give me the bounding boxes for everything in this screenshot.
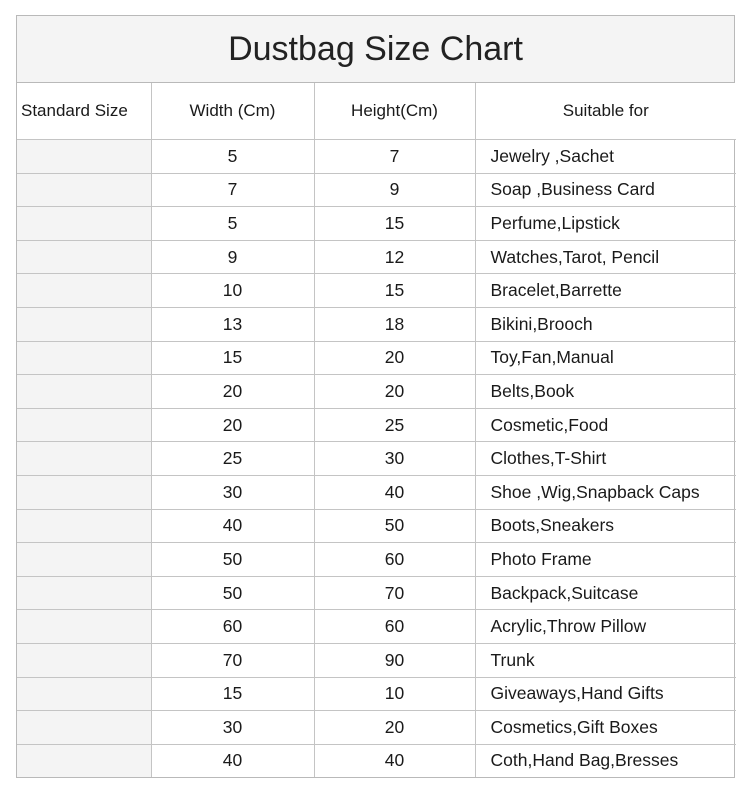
- width-cell: 60: [151, 610, 314, 644]
- height-cell: 60: [314, 610, 475, 644]
- size-cell: [17, 307, 151, 341]
- suitable-for-cell: Boots,Sneakers: [475, 509, 736, 543]
- height-cell: 18: [314, 307, 475, 341]
- width-cell: 9: [151, 240, 314, 274]
- table-row: [17, 643, 736, 677]
- suitable-for-cell: Trunk: [475, 643, 736, 677]
- suitable-for-cell: Cosmetic,Food: [475, 408, 736, 442]
- size-cell: [17, 677, 151, 711]
- table-row: [17, 543, 736, 577]
- height-cell: 10: [314, 677, 475, 711]
- suitable-for-cell: Perfume,Lipstick: [475, 207, 736, 241]
- width-cell: 5: [151, 207, 314, 241]
- size-cell: [17, 509, 151, 543]
- suitable-for-cell: Backpack,Suitcase: [475, 576, 736, 610]
- size-cell: [17, 341, 151, 375]
- width-cell: 15: [151, 341, 314, 375]
- height-cell: 50: [314, 509, 475, 543]
- size-cell: [17, 240, 151, 274]
- suitable-for-cell: Coth,Hand Bag,Bresses: [475, 744, 736, 777]
- table-row: [17, 475, 736, 509]
- size-cell: [17, 576, 151, 610]
- suitable-for-cell: Soap ,Business Card: [475, 173, 736, 207]
- suitable-for-cell: Watches,Tarot, Pencil: [475, 240, 736, 274]
- table-row: [17, 744, 736, 777]
- table-row: [17, 341, 736, 375]
- size-cell: [17, 207, 151, 241]
- suitable-for-cell: Bracelet,Barrette: [475, 274, 736, 308]
- suitable-for-cell: Clothes,T-Shirt: [475, 442, 736, 476]
- width-cell: 50: [151, 576, 314, 610]
- height-cell: 15: [314, 274, 475, 308]
- size-cell: [17, 375, 151, 409]
- width-cell: 15: [151, 677, 314, 711]
- width-cell: 20: [151, 408, 314, 442]
- height-cell: 20: [314, 711, 475, 745]
- table-row: [17, 140, 736, 174]
- height-cell: 70: [314, 576, 475, 610]
- height-cell: 9: [314, 173, 475, 207]
- width-cell: 40: [151, 744, 314, 777]
- size-cell: [17, 610, 151, 644]
- height-cell: 30: [314, 442, 475, 476]
- size-cell: [17, 543, 151, 577]
- size-cell: [17, 711, 151, 745]
- height-cell: 90: [314, 643, 475, 677]
- suitable-for-cell: Photo Frame: [475, 543, 736, 577]
- size-table: [17, 83, 736, 777]
- header-row: [17, 83, 736, 140]
- height-cell: 7: [314, 140, 475, 174]
- suitable-for-cell: Cosmetics,Gift Boxes: [475, 711, 736, 745]
- width-cell: 40: [151, 509, 314, 543]
- size-cell: [17, 173, 151, 207]
- table-row: [17, 240, 736, 274]
- size-cell: [17, 442, 151, 476]
- size-cell: [17, 475, 151, 509]
- suitable-for-cell: Giveaways,Hand Gifts: [475, 677, 736, 711]
- size-cell: [17, 643, 151, 677]
- height-cell: 60: [314, 543, 475, 577]
- size-cell: [17, 744, 151, 777]
- table-row: [17, 509, 736, 543]
- width-cell: 5: [151, 140, 314, 174]
- suitable-for-cell: Jewelry ,Sachet: [475, 140, 736, 174]
- width-cell: 50: [151, 543, 314, 577]
- table-row: [17, 677, 736, 711]
- width-cell: 7: [151, 173, 314, 207]
- width-cell: 10: [151, 274, 314, 308]
- header-height: Height(Cm): [314, 83, 475, 140]
- size-chart: [16, 15, 735, 778]
- chart-title: Dustbag Size Chart: [17, 16, 734, 83]
- width-cell: 70: [151, 643, 314, 677]
- table-row: [17, 408, 736, 442]
- table-row: [17, 711, 736, 745]
- table-row: [17, 576, 736, 610]
- table-row: [17, 610, 736, 644]
- height-cell: 40: [314, 744, 475, 777]
- width-cell: 30: [151, 711, 314, 745]
- table-row: [17, 375, 736, 409]
- size-cell: [17, 274, 151, 308]
- table-row: [17, 307, 736, 341]
- header-suitable-for: Suitable for: [475, 83, 736, 140]
- table-row: [17, 442, 736, 476]
- header-standard-size: Standard Size: [17, 83, 151, 140]
- table-row: [17, 207, 736, 241]
- suitable-for-cell: Acrylic,Throw Pillow: [475, 610, 736, 644]
- height-cell: 15: [314, 207, 475, 241]
- width-cell: 20: [151, 375, 314, 409]
- height-cell: 25: [314, 408, 475, 442]
- height-cell: 20: [314, 341, 475, 375]
- table-row: [17, 274, 736, 308]
- suitable-for-cell: Shoe ,Wig,Snapback Caps: [475, 475, 736, 509]
- size-cell: [17, 408, 151, 442]
- suitable-for-cell: Bikini,Brooch: [475, 307, 736, 341]
- width-cell: 25: [151, 442, 314, 476]
- height-cell: 20: [314, 375, 475, 409]
- height-cell: 40: [314, 475, 475, 509]
- suitable-for-cell: Belts,Book: [475, 375, 736, 409]
- table-row: [17, 173, 736, 207]
- size-cell: [17, 140, 151, 174]
- width-cell: 30: [151, 475, 314, 509]
- width-cell: 13: [151, 307, 314, 341]
- suitable-for-cell: Toy,Fan,Manual: [475, 341, 736, 375]
- header-width: Width (Cm): [151, 83, 314, 140]
- height-cell: 12: [314, 240, 475, 274]
